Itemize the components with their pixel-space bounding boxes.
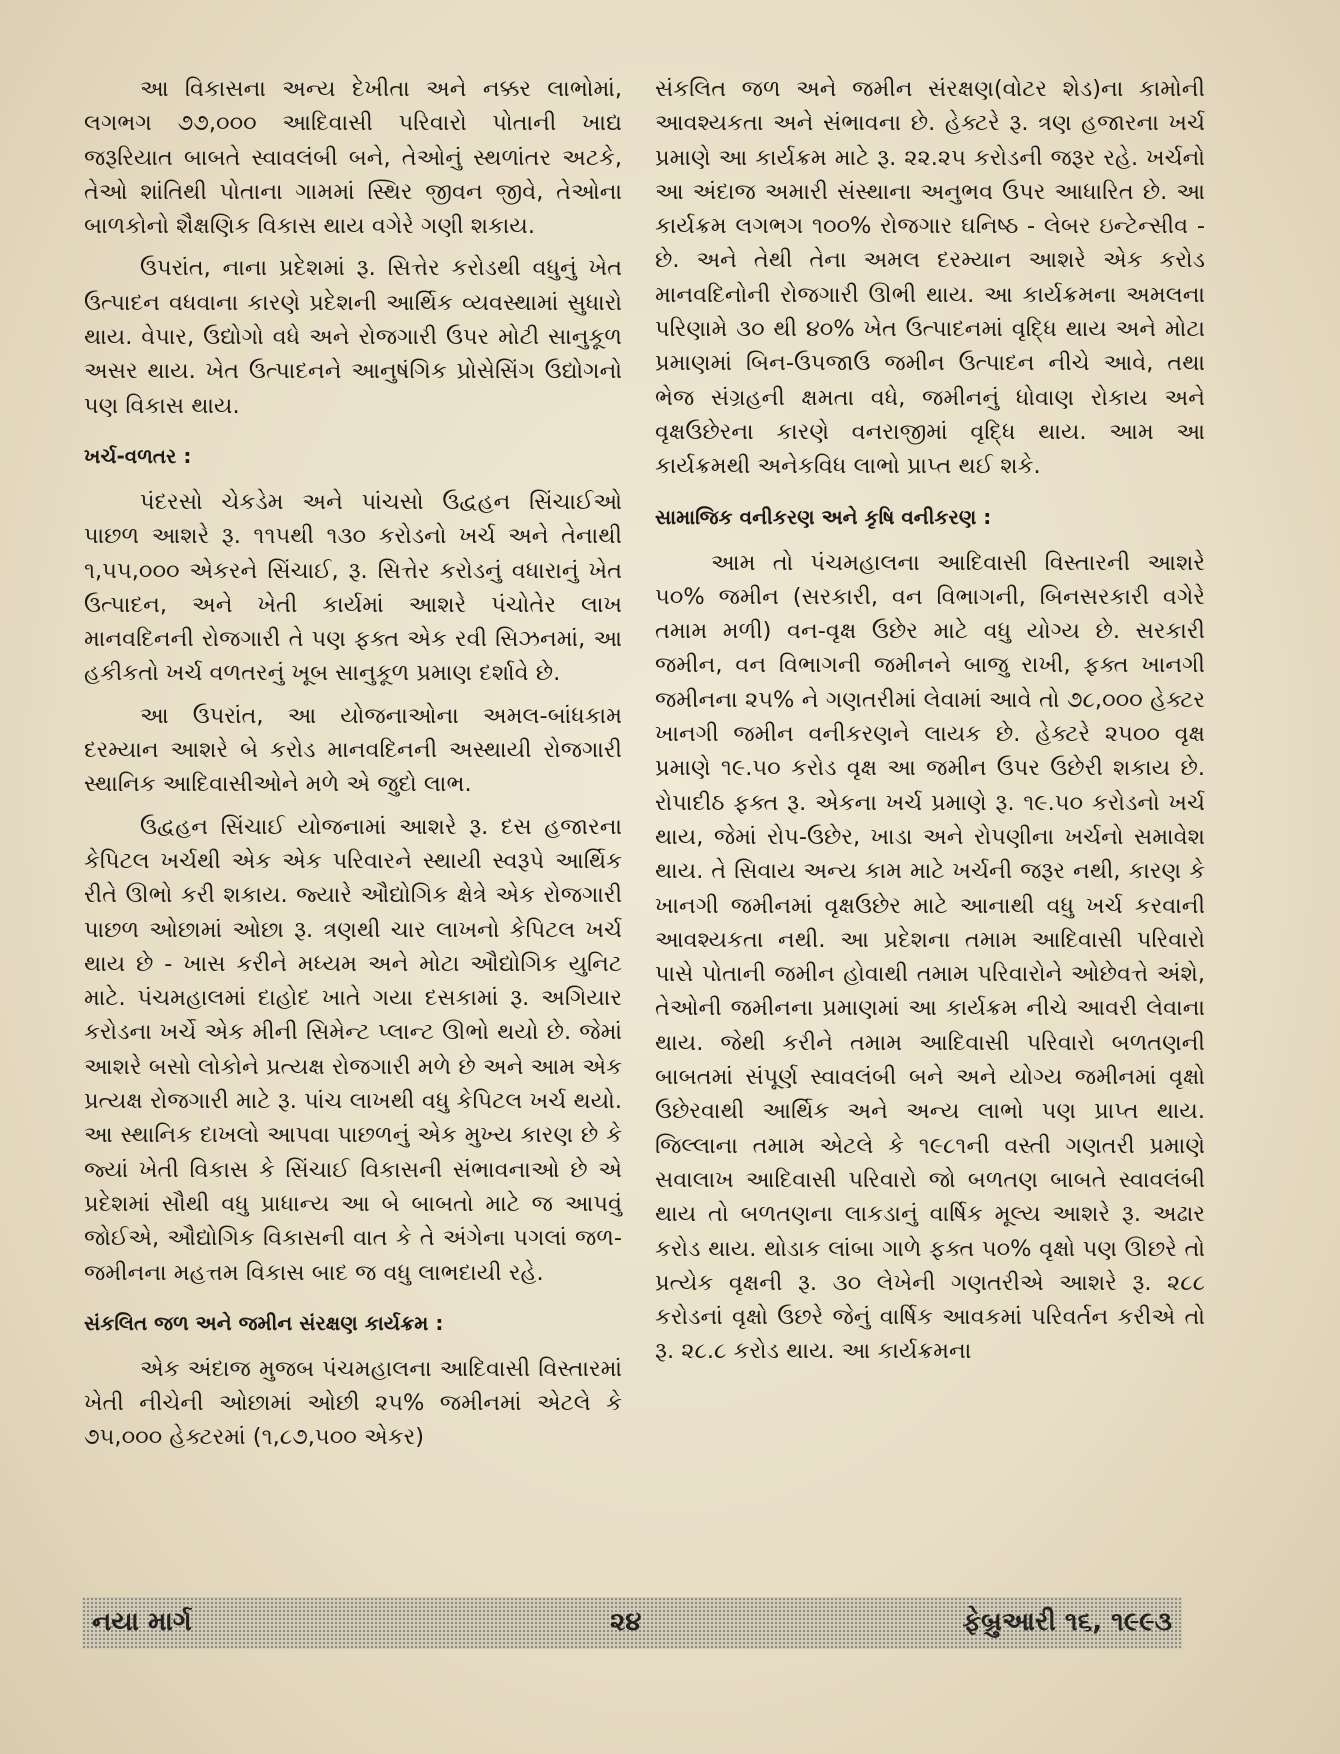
magazine-name: નયા માર્ગ (92, 1607, 192, 1637)
right-column (655, 72, 1205, 1377)
paragraph: એક અંદાજ મુજબ પંચમહાલના આદિવાસી વિસ્તારમાં ખેતી નીચેની ઓછામાં ઓછી ૨૫% જમીનમાં એટલે કે ૭૫,૦૦૦ હેક્ટરમાં (૧,૮૭,૫૦૦ એકર) (84, 1355, 622, 1451)
section-heading: સામાજિક વનીકરણ અને કૃષિ વનીકરણ : (655, 504, 992, 529)
page-footer (82, 1597, 1182, 1649)
paragraph: પંદરસો ચેકડેમ અને પાંચસો ઉદ્વહન સિંચાઈઓ પાછળ આશરે રૂ. ૧૧૫થી ૧૩૦ કરોડનો ખર્ચ અને તેનાથી ૧,૫૫,૦૦૦ એકરને સિંચાઈ, રૂ. સિત્તેર કરોડનું વધારાનું ખેત ઉત્પાદન, અને ખેતી કાર્યમાં આશરે પંચોતેર લાખ માનવદિનની રોજગારી તે પણ ફક્ત એક રવી સિઝનમાં, આ હકીકતો ખર્ચ વળતરનું ખૂબ સાનુકૂળ પ્રમાણ દર્શાવે છે. (84, 488, 622, 687)
left-column (84, 72, 622, 1463)
section-heading: ખર્ચ-વળતર : (84, 443, 192, 468)
paragraph: ઉદ્વહન સિંચાઈ યોજનામાં આશરે રૂ. દસ હજારના કેપિટલ ખર્ચથી એક એક પરિવારને સ્થાયી સ્વરૂપે આર્થિક રીતે ઊભો કરી શકાય. જ્યારે ઔદ્યોગિક ક્ષેત્રે એક રોજગારી પાછળ ઓછામાં ઓછા રૂ. ત્રણથી ચાર લાખનો કેપિટલ ખર્ચ થાય છે - ખાસ કરીને મધ્યમ અને મોટા ઔદ્યોગિક યુનિટ માટે. પંચમહાલમાં દાહોદ ખાતે ગયા દસકામાં રૂ. અગિયાર કરોડના ખર્ચે એક મીની સિમેન્ટ પ્લાન્ટ ઊભો થયો છે. જેમાં આશરે બસો લોકોને પ્રત્યક્ષ રોજગારી મળે છે અને આમ એક પ્રત્યક્ષ રોજગારી માટે રૂ. પાંચ લાખથી વધુ કેપિટલ ખર્ચ થયો. આ સ્થાનિક દાખલો આપવા પાછળનું એક મુખ્ય કારણ છે કે જ્યાં ખેતી વિકાસ કે સિંચાઈ વિકાસની સંભાવનાઓ છે એ પ્રદેશમાં સૌથી વધુ પ્રાધાન્ય આ બે બાબતો માટે જ આપવું જોઈએ, ઔદ્યોગિક વિકાસની વાત કે તે અંગેના પગલાં જળ-જમીનના મહત્તમ વિકાસ બાદ જ વધુ લાભદાયી રહે. (84, 813, 622, 1286)
page-number: ૨૪ (610, 1607, 642, 1637)
paragraph: સંકલિત જળ અને જમીન સંરક્ષણ(વોટર શેડ)ના કામોની આવશ્યકતા અને સંભાવના છે. હેક્ટરે રૂ. ત્રણ હજારના ખર્ચ પ્રમાણે આ કાર્યક્રમ માટે રૂ. ૨૨.૨૫ કરોડની જરૂર રહે. ખર્ચનો આ અંદાજ અમારી સંસ્થાના અનુભવ ઉપર આધારિત છે. આ કાર્યક્રમ લગભગ ૧૦૦% રોજગાર ઘનિષ્ઠ - લેબર ઇન્ટેન્સીવ - છે. અને તેથી તેના અમલ દરમ્યાન આશરે એક કરોડ માનવદિનોની રોજગારી ઊભી થાય. આ કાર્યક્રમના અમલના પરિણામે ૩૦ થી ૪૦% ખેત ઉત્પાદનમાં વૃદ્ધિ થાય અને મોટા પ્રમાણમાં બિન-ઉપજાઉ જમીન ઉત્પાદન નીચે આવે, તથા ભેજ સંગ્રહની ક્ષમતા વધે, જમીનનું ધોવાણ રોકાય અને વૃક્ષઉછેરના કારણે વનરાજીમાં વૃદ્ધિ થાય. આમ આ કાર્યક્રમથી અનેકવિધ લાભો પ્રાપ્ત થઈ શકે. (655, 76, 1205, 480)
paragraph: આ વિકાસના અન્ય દેખીતા અને નક્કર લાભોમાં, લગભગ ૭૭,૦૦૦ આદિવાસી પરિવારો પોતાની ખાદ્ય જરૂરિયાત બાબતે સ્વાવલંબી બને, તેઓનું સ્થળાંતર અટકે, તેઓ શાંતિથી પોતાના ગામમાં સ્થિર જીવન જીવે, તેઓના બાળકોનો શૈક્ષણિક વિકાસ થાય વગેરે ગણી શકાય. (84, 76, 622, 240)
paragraph: આ ઉપરાંત, આ યોજનાઓના અમલ-બાંધકામ દરમ્યાન આશરે બે કરોડ માનવદિનની અસ્થાયી રોજગારી સ્થાનિક આદિવાસીઓને મળે એ જુદો લાભ. (84, 702, 622, 798)
paragraph: ઉપરાંત, નાના પ્રદેશમાં રૂ. સિત્તેર કરોડથી વધુનું ખેત ઉત્પાદન વધવાના કારણે પ્રદેશની આર્થિક વ્યવસ્થામાં સુધારો થાય. વેપાર, ઉદ્યોગો વધે અને રોજગારી ઉપર મોટી સાનુકૂળ અસર થાય. ખેત ઉત્પાદનને આનુષંગિક પ્રોસેસિંગ ઉદ્યોગનો પણ વિકાસ થાય. (84, 255, 622, 419)
section-heading: સંકલિત જળ અને જમીન સંરક્ષણ કાર્યક્રમ : (84, 1310, 444, 1335)
issue-date: ફેબ્રુઆરી ૧૬, ૧૯૯૩ (962, 1607, 1172, 1637)
paragraph: આમ તો પંચમહાલના આદિવાસી વિસ્તારની આશરે ૫૦% જમીન (સરકારી, વન વિભાગની, બિનસરકારી વગેરે તમામ મળી) વન-વૃક્ષ ઉછેર માટે વધુ યોગ્ય છે. સરકારી જમીન, વન વિભાગની જમીનને બાજુ રાખી, ફક્ત ખાનગી જમીનના ૨૫% ને ગણતરીમાં લેવામાં આવે તો ૭૮,૦૦૦ હેક્ટર ખાનગી જમીન વનીકરણને લાયક છે. હેક્ટરે ૨૫૦૦ વૃક્ષ પ્રમાણે ૧૯.૫૦ કરોડ વૃક્ષ આ જમીન ઉપર ઉછેરી શકાય છે. રોપાદીઠ ફક્ત રૂ. એકના ખર્ચ પ્રમાણે રૂ. ૧૯.૫૦ કરોડનો ખર્ચ થાય, જેમાં રોપ-ઉછેર, ખાડા અને રોપણીના ખર્ચનો સમાવેશ થાય. તે સિવાય અન્ય કામ માટે ખર્ચની જરૂર નથી, કારણ કે ખાનગી જમીનમાં વૃક્ષઉછેર માટે આનાથી વધુ ખર્ચ કરવાની આવશ્યકતા નથી. આ પ્રદેશના તમામ આદિવાસી પરિવારો પાસે પોતાની જમીન હોવાથી તમામ પરિવારોને ઓછેવત્તે અંશે, તેઓની જમીનના પ્રમાણમાં આ કાર્યક્રમ નીચે આવરી લેવાના થાય. જેથી કરીને તમામ આદિવાસી પરિવારો બળતણની બાબતમાં સંપૂર્ણ સ્વાવલંબી બને અને યોગ્ય જમીનમાં વૃક્ષો ઉછેરવાથી આર્થિક અને અન્ય લાભો પણ પ્રાપ્ત થાય. જિલ્લાના તમામ એટલે કે ૧૯૮૧ની વસ્તી ગણતરી પ્રમાણે સવાલાખ આદિવાસી પરિવારો જો બળતણ બાબતે સ્વાવલંબી થાય તો બળતણના લાકડાનું વાર્ષિક મૂલ્ય આશરે રૂ. અઢાર કરોડ થાય. થોડાક લાંબા ગાળે ફક્ત ૫૦% વૃક્ષો પણ ઊછરે તો પ્રત્યેક વૃક્ષની રૂ. ૩૦ લેખેની ગણતરીએ આશરે રૂ. ૨૮૮ કરોડનાં વૃક્ષો ઉછરે જેનું વાર્ષિક આવકમાં પરિવર્તન કરીએ તો રૂ. ૨૮.૮ કરોડ થાય. આ કાર્યક્રમના (655, 549, 1205, 1365)
